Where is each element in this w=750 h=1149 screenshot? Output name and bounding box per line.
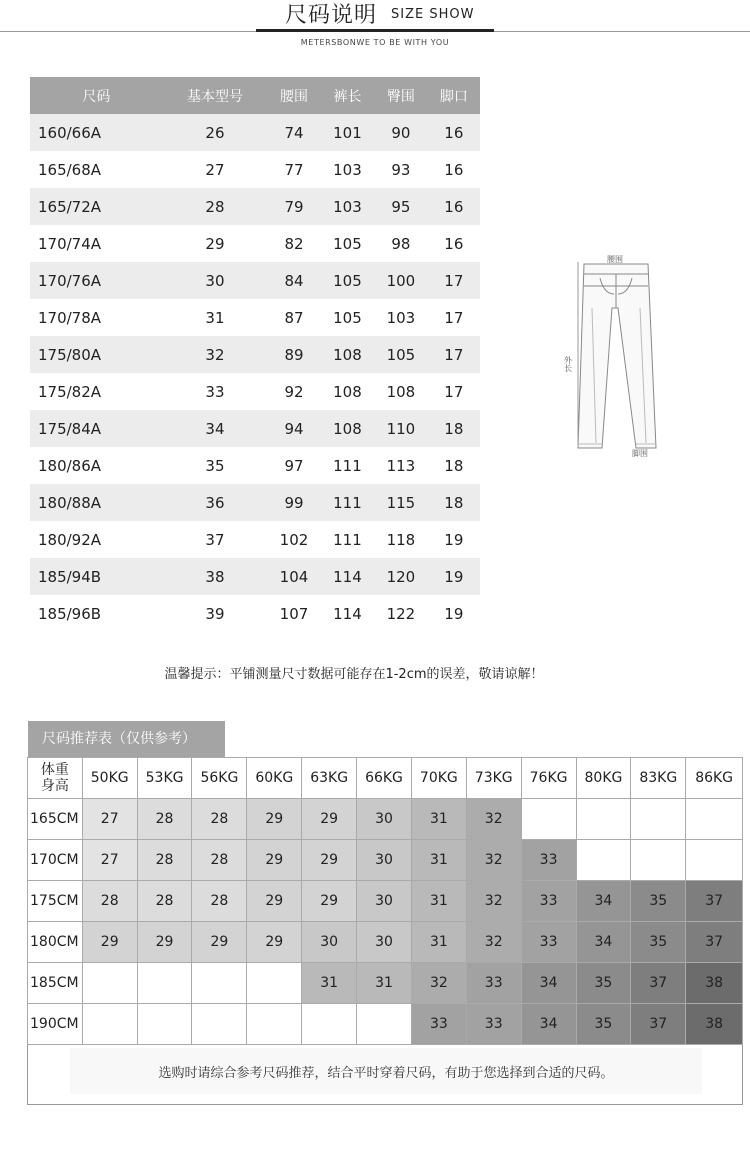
size-cell: 105 (321, 299, 374, 336)
size-col-header: 裤长 (321, 77, 374, 114)
size-cell: 34 (163, 410, 268, 447)
recommend-cell: 35 (631, 922, 686, 963)
size-table (30, 77, 480, 632)
size-cell: 108 (321, 410, 374, 447)
recommend-cell: 28 (192, 881, 247, 922)
weight-header: 70KG (411, 758, 466, 799)
size-cell: 33 (163, 373, 268, 410)
size-col-header: 尺码 (30, 77, 163, 114)
size-cell: 26 (163, 114, 268, 151)
size-cell: 28 (163, 188, 268, 225)
recommend-cell (137, 1004, 192, 1045)
size-cell: 105 (374, 336, 427, 373)
size-col-header: 基本型号 (163, 77, 268, 114)
size-cell: 18 (428, 484, 480, 521)
size-cell: 35 (163, 447, 268, 484)
size-cell: 79 (267, 188, 320, 225)
recommend-cell: 34 (521, 963, 576, 1004)
size-cell: 36 (163, 484, 268, 521)
size-cell: 16 (428, 151, 480, 188)
size-cell: 100 (374, 262, 427, 299)
recommend-cell (576, 840, 631, 881)
size-cell: 110 (374, 410, 427, 447)
size-cell: 175/80A (30, 336, 163, 373)
size-cell: 89 (267, 336, 320, 373)
recommend-cell: 27 (82, 840, 137, 881)
weight-header: 73KG (466, 758, 521, 799)
size-cell: 16 (428, 114, 480, 151)
recommend-cell (631, 840, 686, 881)
size-cell: 105 (321, 262, 374, 299)
recommend-cell (82, 963, 137, 1004)
table-row (30, 447, 480, 484)
size-cell: 99 (267, 484, 320, 521)
size-cell: 16 (428, 225, 480, 262)
size-cell: 122 (374, 595, 427, 632)
weight-header: 76KG (521, 758, 576, 799)
size-cell: 84 (267, 262, 320, 299)
recommend-cell: 35 (576, 1004, 631, 1045)
size-cell: 160/66A (30, 114, 163, 151)
length-label: 外长 (563, 356, 573, 372)
size-cell: 19 (428, 558, 480, 595)
size-cell: 108 (321, 336, 374, 373)
recommend-cell: 33 (466, 1004, 521, 1045)
recommend-cell (686, 799, 743, 840)
size-cell: 120 (374, 558, 427, 595)
recommend-row (28, 799, 743, 840)
recommend-cell: 37 (631, 1004, 686, 1045)
recommend-cell: 29 (247, 799, 302, 840)
size-cell: 18 (428, 447, 480, 484)
measurement-note: 温馨提示：平铺测量尺寸数据可能存在1-2cm的误差，敬请谅解！ (164, 667, 544, 682)
corner-height-label: 身高 (40, 778, 69, 794)
recommend-table-body (28, 758, 743, 1045)
weight-header: 83KG (631, 758, 686, 799)
size-cell: 180/92A (30, 521, 163, 558)
size-cell: 38 (163, 558, 268, 595)
size-cell: 27 (163, 151, 268, 188)
weight-header: 53KG (137, 758, 192, 799)
weight-header: 66KG (357, 758, 412, 799)
table-row (30, 373, 480, 410)
size-cell: 82 (267, 225, 320, 262)
recommend-cell: 34 (521, 1004, 576, 1045)
size-cell: 115 (374, 484, 427, 521)
size-cell: 18 (428, 410, 480, 447)
recommend-row (28, 840, 743, 881)
brand-subtitle: METERSBONWE TO BE WITH YOU (300, 38, 450, 47)
size-cell: 185/96B (30, 595, 163, 632)
size-cell: 108 (374, 373, 427, 410)
recommend-cell (521, 799, 576, 840)
page-title: 尺码说明 (285, 3, 378, 28)
recommend-cell (192, 963, 247, 1004)
recommend-cell (247, 1004, 302, 1045)
size-cell: 102 (267, 521, 320, 558)
size-cell: 103 (374, 299, 427, 336)
recommend-row (28, 881, 743, 922)
weight-header: 80KG (576, 758, 631, 799)
recommend-cell: 38 (686, 1004, 743, 1045)
recommend-cell: 33 (521, 881, 576, 922)
size-cell: 16 (428, 188, 480, 225)
size-cell: 19 (428, 521, 480, 558)
size-cell: 165/72A (30, 188, 163, 225)
recommend-footer: 选购时请综合参考尺码推荐，结合平时穿着尺码，有助于您选择到合适的尺码。 (70, 1048, 702, 1094)
recommend-cell: 29 (137, 922, 192, 963)
weight-header: 50KG (82, 758, 137, 799)
size-cell: 111 (321, 447, 374, 484)
recommend-table (27, 757, 743, 1045)
recommend-cell (357, 1004, 412, 1045)
page-title-en: SIZE SHOW (391, 7, 475, 22)
recommend-cell: 32 (411, 963, 466, 1004)
size-cell: 19 (428, 595, 480, 632)
recommend-cell: 29 (302, 840, 357, 881)
size-cell: 77 (267, 151, 320, 188)
recommend-cell: 28 (137, 881, 192, 922)
table-row (30, 262, 480, 299)
size-cell: 17 (428, 336, 480, 373)
size-col-header: 腰围 (267, 77, 320, 114)
height-header: 175CM (28, 881, 83, 922)
size-cell: 93 (374, 151, 427, 188)
size-cell: 101 (321, 114, 374, 151)
weight-header: 63KG (302, 758, 357, 799)
size-cell: 165/68A (30, 151, 163, 188)
recommend-cell: 28 (192, 840, 247, 881)
weight-header: 60KG (247, 758, 302, 799)
recommend-cell: 33 (521, 922, 576, 963)
size-cell: 185/94B (30, 558, 163, 595)
height-header: 165CM (28, 799, 83, 840)
size-cell: 105 (321, 225, 374, 262)
size-cell: 90 (374, 114, 427, 151)
recommend-header-row (28, 758, 743, 799)
recommend-cell: 28 (137, 799, 192, 840)
recommend-cell (137, 963, 192, 1004)
size-cell: 97 (267, 447, 320, 484)
size-cell: 30 (163, 262, 268, 299)
recommend-cell (192, 1004, 247, 1045)
size-cell: 170/76A (30, 262, 163, 299)
size-cell: 175/84A (30, 410, 163, 447)
size-cell: 114 (321, 558, 374, 595)
size-cell: 39 (163, 595, 268, 632)
waist-label: 腰围 (607, 255, 623, 264)
corner-cell (28, 758, 83, 799)
size-cell: 17 (428, 299, 480, 336)
recommend-cell: 34 (576, 881, 631, 922)
size-cell: 170/78A (30, 299, 163, 336)
recommend-cell (302, 1004, 357, 1045)
size-cell: 29 (163, 225, 268, 262)
recommend-tab: 尺码推荐表（仅供参考） (28, 721, 225, 757)
recommend-cell: 29 (192, 922, 247, 963)
size-table-body (30, 114, 480, 632)
recommend-cell (631, 799, 686, 840)
recommend-cell: 35 (576, 963, 631, 1004)
size-col-header: 臀围 (374, 77, 427, 114)
recommend-cell: 31 (357, 963, 412, 1004)
header-underline (256, 29, 494, 32)
recommend-cell: 31 (411, 922, 466, 963)
recommend-cell (82, 1004, 137, 1045)
size-cell: 94 (267, 410, 320, 447)
table-row (30, 484, 480, 521)
size-cell: 180/88A (30, 484, 163, 521)
size-cell: 31 (163, 299, 268, 336)
recommend-cell: 33 (466, 963, 521, 1004)
height-header: 190CM (28, 1004, 83, 1045)
size-cell: 98 (374, 225, 427, 262)
recommend-cell (247, 963, 302, 1004)
recommend-cell: 33 (411, 1004, 466, 1045)
recommend-row (28, 1004, 743, 1045)
size-cell: 114 (321, 595, 374, 632)
recommend-cell: 29 (247, 840, 302, 881)
size-cell: 118 (374, 521, 427, 558)
recommend-cell: 27 (82, 799, 137, 840)
recommend-cell: 28 (82, 881, 137, 922)
recommend-cell: 34 (576, 922, 631, 963)
size-cell: 104 (267, 558, 320, 595)
size-cell: 17 (428, 373, 480, 410)
recommend-cell (576, 799, 631, 840)
recommend-cell: 31 (302, 963, 357, 1004)
weight-header: 86KG (686, 758, 743, 799)
recommend-cell: 32 (466, 799, 521, 840)
recommend-cell: 31 (411, 881, 466, 922)
size-cell: 37 (163, 521, 268, 558)
size-cell: 17 (428, 262, 480, 299)
size-cell: 113 (374, 447, 427, 484)
size-col-header: 脚口 (428, 77, 480, 114)
recommend-cell: 35 (631, 881, 686, 922)
recommend-cell: 30 (302, 922, 357, 963)
recommend-row (28, 963, 743, 1004)
size-cell: 32 (163, 336, 268, 373)
height-header: 170CM (28, 840, 83, 881)
recommend-cell: 32 (466, 840, 521, 881)
recommend-cell: 37 (686, 881, 743, 922)
recommend-cell: 38 (686, 963, 743, 1004)
recommend-cell: 37 (686, 922, 743, 963)
recommend-cell: 31 (411, 799, 466, 840)
size-cell: 111 (321, 521, 374, 558)
table-row (30, 336, 480, 373)
pants-diagram (560, 248, 670, 463)
recommend-cell: 28 (137, 840, 192, 881)
recommend-row (28, 922, 743, 963)
recommend-cell: 32 (466, 922, 521, 963)
recommend-cell: 30 (357, 799, 412, 840)
recommend-cell: 30 (357, 881, 412, 922)
size-cell: 92 (267, 373, 320, 410)
recommend-cell: 32 (466, 881, 521, 922)
recommend-cell (686, 840, 743, 881)
recommend-cell: 29 (82, 922, 137, 963)
table-row (30, 225, 480, 262)
table-row (30, 299, 480, 336)
size-cell: 95 (374, 188, 427, 225)
recommend-cell: 30 (357, 922, 412, 963)
recommend-cell: 30 (357, 840, 412, 881)
size-cell: 87 (267, 299, 320, 336)
table-row (30, 188, 480, 225)
weight-header: 56KG (192, 758, 247, 799)
size-table-header (30, 77, 480, 114)
table-row (30, 595, 480, 632)
recommend-cell: 29 (302, 881, 357, 922)
size-cell: 74 (267, 114, 320, 151)
recommend-cell: 29 (247, 922, 302, 963)
hem-label: 脚围 (632, 449, 648, 458)
table-row (30, 151, 480, 188)
table-row (30, 114, 480, 151)
table-row (30, 521, 480, 558)
table-row (30, 558, 480, 595)
size-cell: 175/82A (30, 373, 163, 410)
corner-weight-label: 体重 (40, 762, 69, 778)
size-cell: 111 (321, 484, 374, 521)
size-cell: 108 (321, 373, 374, 410)
height-header: 180CM (28, 922, 83, 963)
size-cell: 170/74A (30, 225, 163, 262)
size-cell: 103 (321, 151, 374, 188)
recommend-cell: 33 (521, 840, 576, 881)
size-cell: 180/86A (30, 447, 163, 484)
recommend-cell: 37 (631, 963, 686, 1004)
recommend-cell: 31 (411, 840, 466, 881)
size-cell: 107 (267, 595, 320, 632)
size-cell: 103 (321, 188, 374, 225)
table-row (30, 410, 480, 447)
recommend-cell: 28 (192, 799, 247, 840)
recommend-cell: 29 (247, 881, 302, 922)
height-header: 185CM (28, 963, 83, 1004)
recommend-cell: 29 (302, 799, 357, 840)
